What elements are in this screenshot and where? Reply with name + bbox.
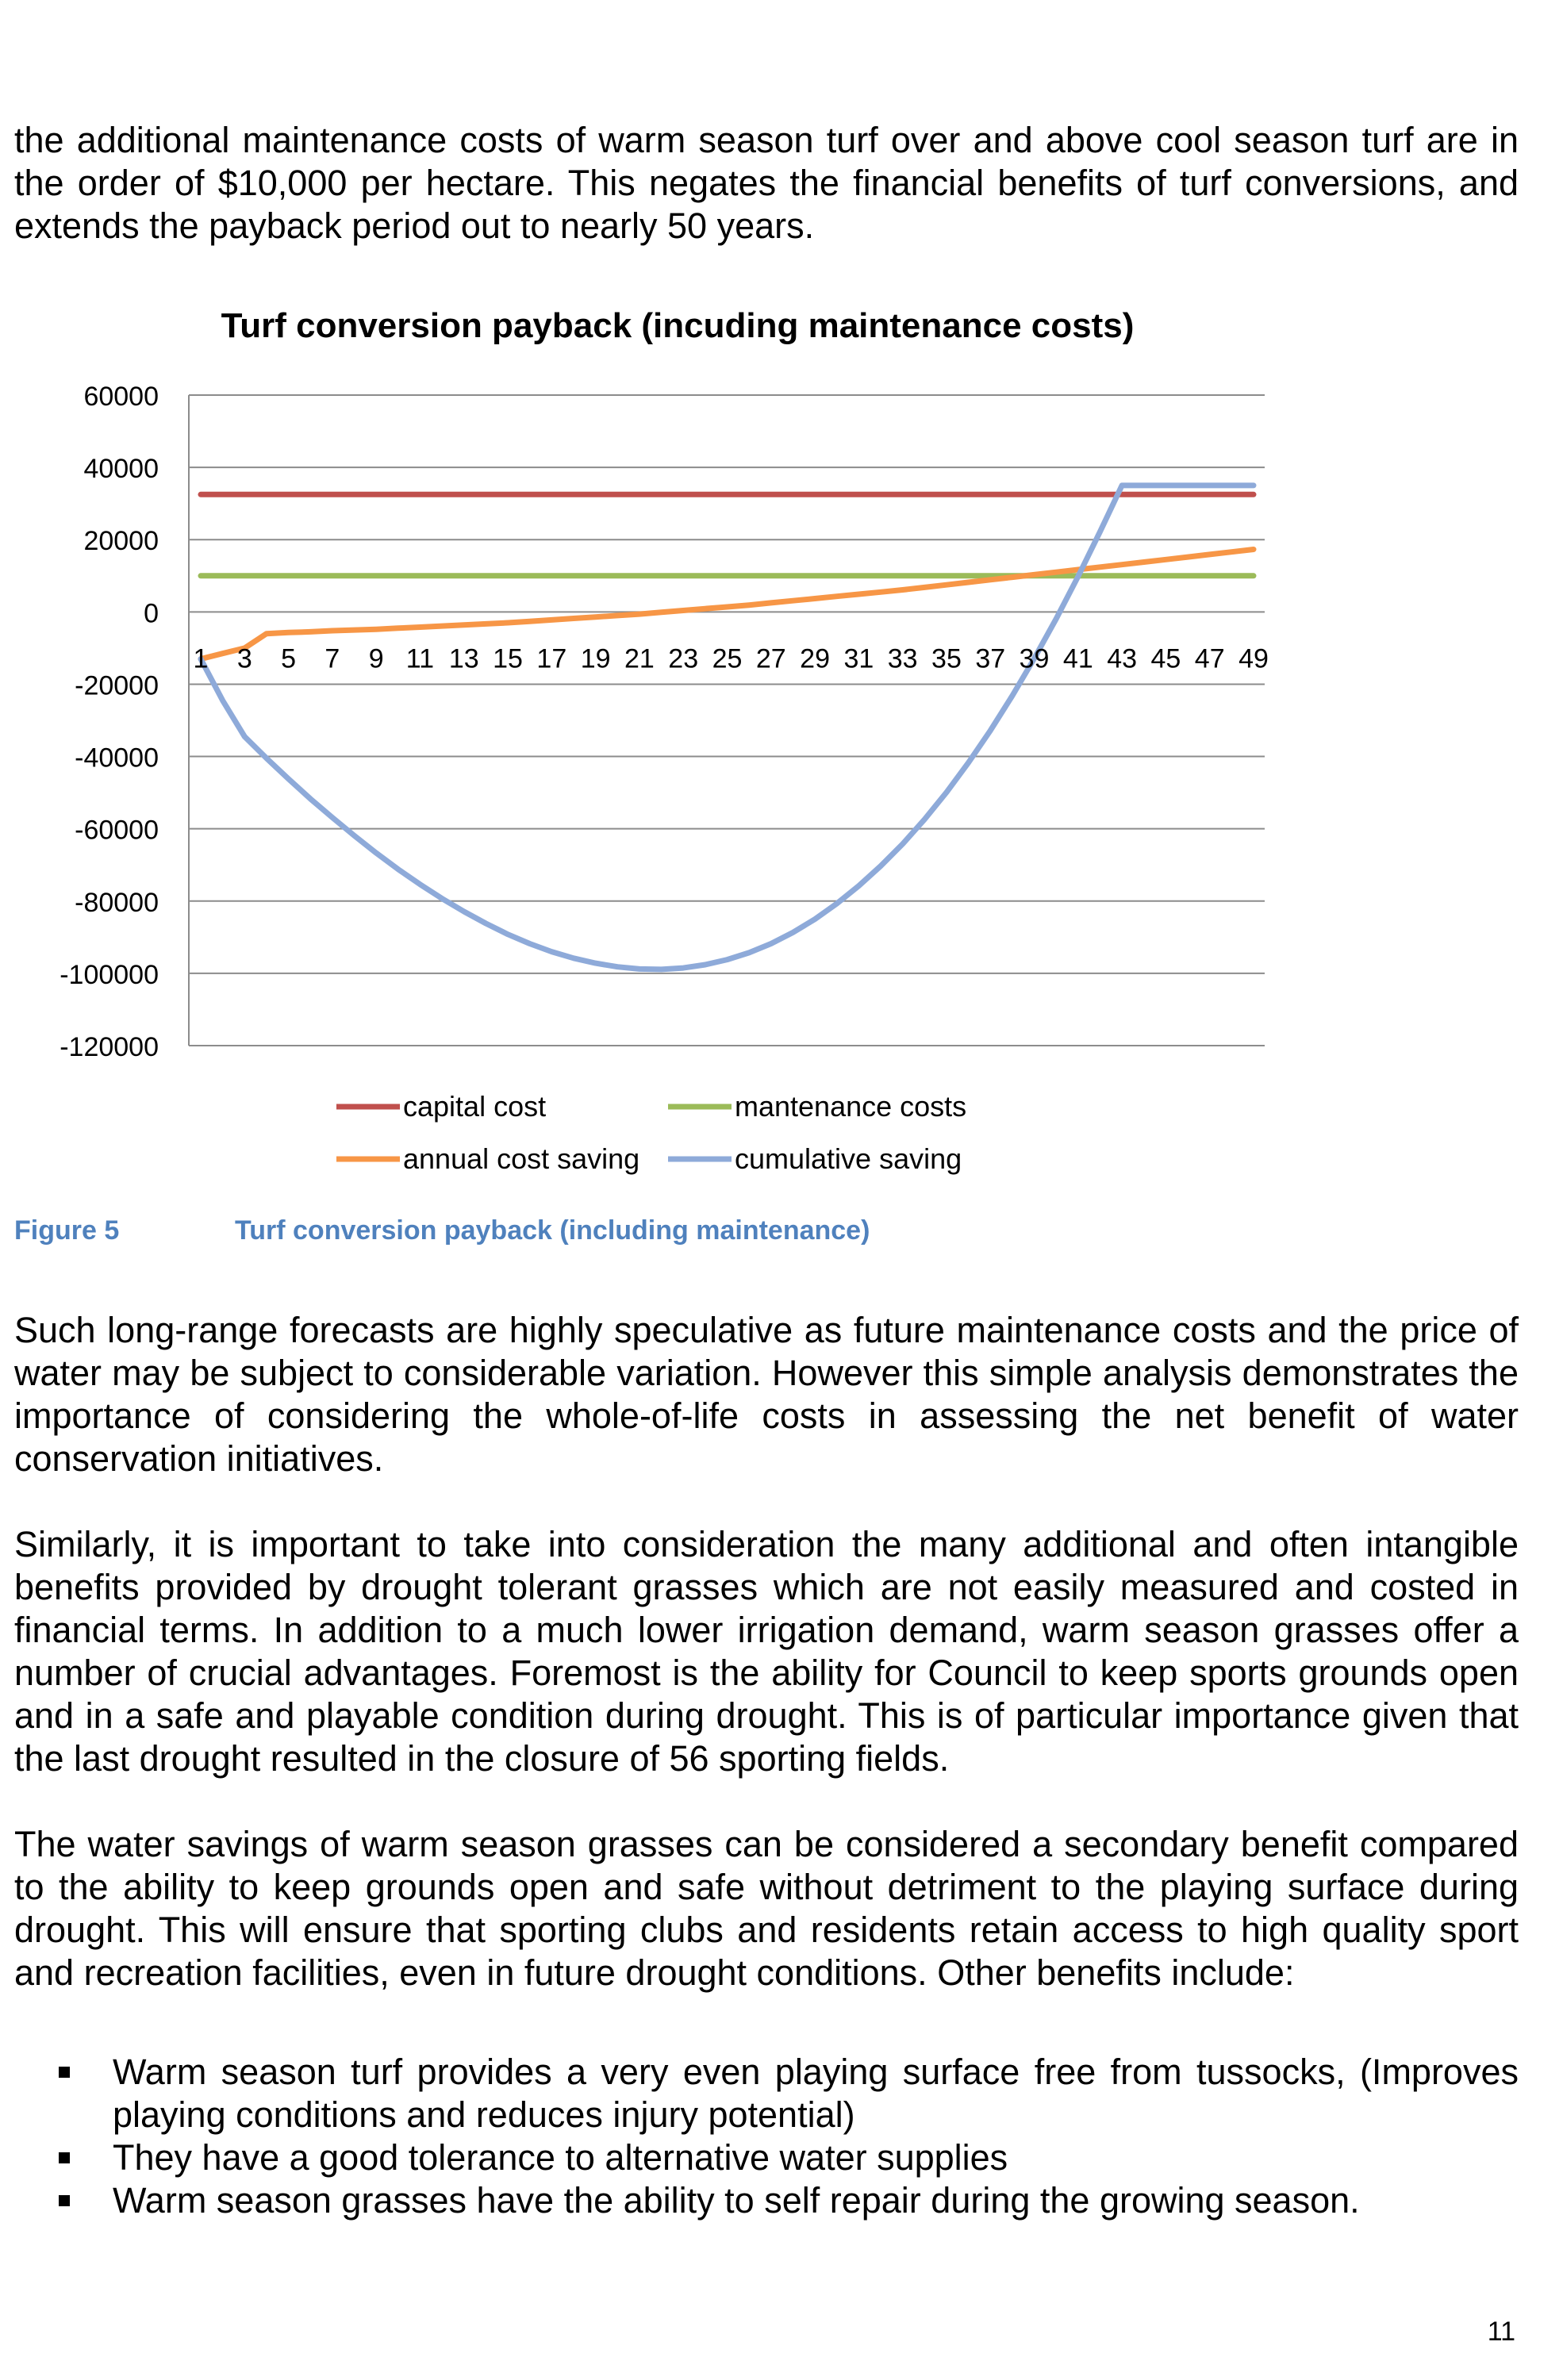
list-item-text: They have a good tolerance to alternative water supplies <box>113 2137 1008 2178</box>
chart-svg <box>0 301 1563 1190</box>
paragraph-forecasts: Such long-range forecasts are highly speculative as future maintenance costs and the price of water may be subject to considerable variation. However this simple analysis demonstrates the importance of considering the whole-of-life costs in assessing the net benefit of water conservation initiatives. <box>14 1310 1519 1479</box>
list-item-text: Warm season grasses have the ability to self repair during the growing season. <box>113 2180 1360 2221</box>
x-tick-label: 21 <box>624 643 655 674</box>
x-tick-label: 7 <box>325 643 340 674</box>
x-tick-label: 11 <box>405 643 435 674</box>
figure-caption: Turf conversion payback (including maintenance) <box>235 1215 870 1246</box>
chart-title: Turf conversion payback (incuding maintenance costs) <box>221 306 1135 345</box>
y-tick-label: -120000 <box>60 1032 159 1062</box>
x-tick-label: 17 <box>536 643 567 674</box>
y-tick-label: 40000 <box>83 454 159 485</box>
series-line-cumulative-saving <box>201 486 1254 969</box>
legend-label: capital cost <box>403 1090 547 1123</box>
list-item <box>0 2179 1519 2222</box>
y-tick-label: -100000 <box>60 959 159 990</box>
y-tick-label: -20000 <box>75 670 159 701</box>
x-tick-label: 13 <box>448 643 479 674</box>
x-tick-label: 35 <box>931 643 962 674</box>
x-tick-label: 49 <box>1238 643 1269 674</box>
legend-label: cumulative saving <box>735 1142 962 1175</box>
paragraph-benefits: Similarly, it is important to take into consideration the many additional and often intangible benefits provided by drought tolerant grasses which are not easily measured and costed in financial terms. In addition to a much lower irrigation demand, warm season grasses offer a number of crucial advantages. Foremost is the ability for Council to keep sports grounds open and in a safe and playable condition during drought. This is of particular importance given that the last drought resulted in the closure of 56 sporting fields. <box>14 1524 1519 1779</box>
list-item <box>0 2136 1519 2179</box>
x-tick-label: 5 <box>281 643 297 674</box>
list-item-text: Warm season turf provides a very even playing surface free from tussocks, (Improves playing conditions and reduces injury potential) <box>113 2052 1519 2135</box>
x-tick-label: 29 <box>800 643 830 674</box>
x-tick-label: 41 <box>1062 643 1093 674</box>
intro-paragraph: the additional maintenance costs of warm season turf over and above cool season turf are in the order of $10,000 per hectare. This negates the financial benefits of turf conversions, and extends the payback period out to nearly 50 years. <box>14 120 1519 246</box>
x-tick-label: 19 <box>580 643 611 674</box>
benefits-list <box>0 2051 1519 2222</box>
x-tick-label: 25 <box>712 643 743 674</box>
series-layer <box>201 486 1254 969</box>
x-tick-label: 37 <box>975 643 1006 674</box>
x-tick-label: 31 <box>843 643 874 674</box>
x-tick-label: 9 <box>368 643 384 674</box>
figure-number: Figure 5 <box>14 1215 120 1246</box>
y-tick-label: 60000 <box>83 382 159 412</box>
bullet-square-icon <box>59 2152 70 2163</box>
x-tick-label: 15 <box>493 643 523 674</box>
legend-label: annual cost saving <box>403 1142 640 1175</box>
series-line-annual-cost-saving <box>201 550 1254 659</box>
x-tick-label: 39 <box>1019 643 1050 674</box>
page-number: 11 <box>1487 2317 1515 2347</box>
x-tick-label: 43 <box>1107 643 1138 674</box>
x-tick-label: 3 <box>236 643 252 674</box>
x-tick-label: 47 <box>1194 643 1225 674</box>
x-tick-label: 33 <box>887 643 918 674</box>
x-tick-label: 27 <box>755 643 786 674</box>
bullet-square-icon <box>59 2195 70 2206</box>
y-tick-label: 20000 <box>83 526 159 557</box>
x-tick-label: 45 <box>1150 643 1181 674</box>
x-tick-label: 23 <box>668 643 699 674</box>
bullet-square-icon <box>59 2067 70 2078</box>
legend-label: mantenance costs <box>735 1090 967 1123</box>
legend <box>336 1090 966 1175</box>
list-item <box>0 2051 1519 2136</box>
payback-chart <box>0 301 1563 1190</box>
y-tick-label: -60000 <box>75 815 159 846</box>
x-tick-labels <box>194 643 1269 674</box>
paragraph-water-savings: The water savings of warm season grasses can be considered a secondary benefit compared to the ability to keep grounds open and safe without detriment to the playing surface during drought. This will ensure that sporting clubs and residents retain access to high quality sport and recreation facilities, even in future drought conditions. Other benefits include: <box>14 1824 1519 1993</box>
y-tick-label: -40000 <box>75 743 159 774</box>
y-tick-label: 0 <box>144 598 159 629</box>
x-tick-label: 1 <box>193 643 209 674</box>
y-tick-label: -80000 <box>75 887 159 918</box>
y-tick-labels <box>60 382 159 1062</box>
